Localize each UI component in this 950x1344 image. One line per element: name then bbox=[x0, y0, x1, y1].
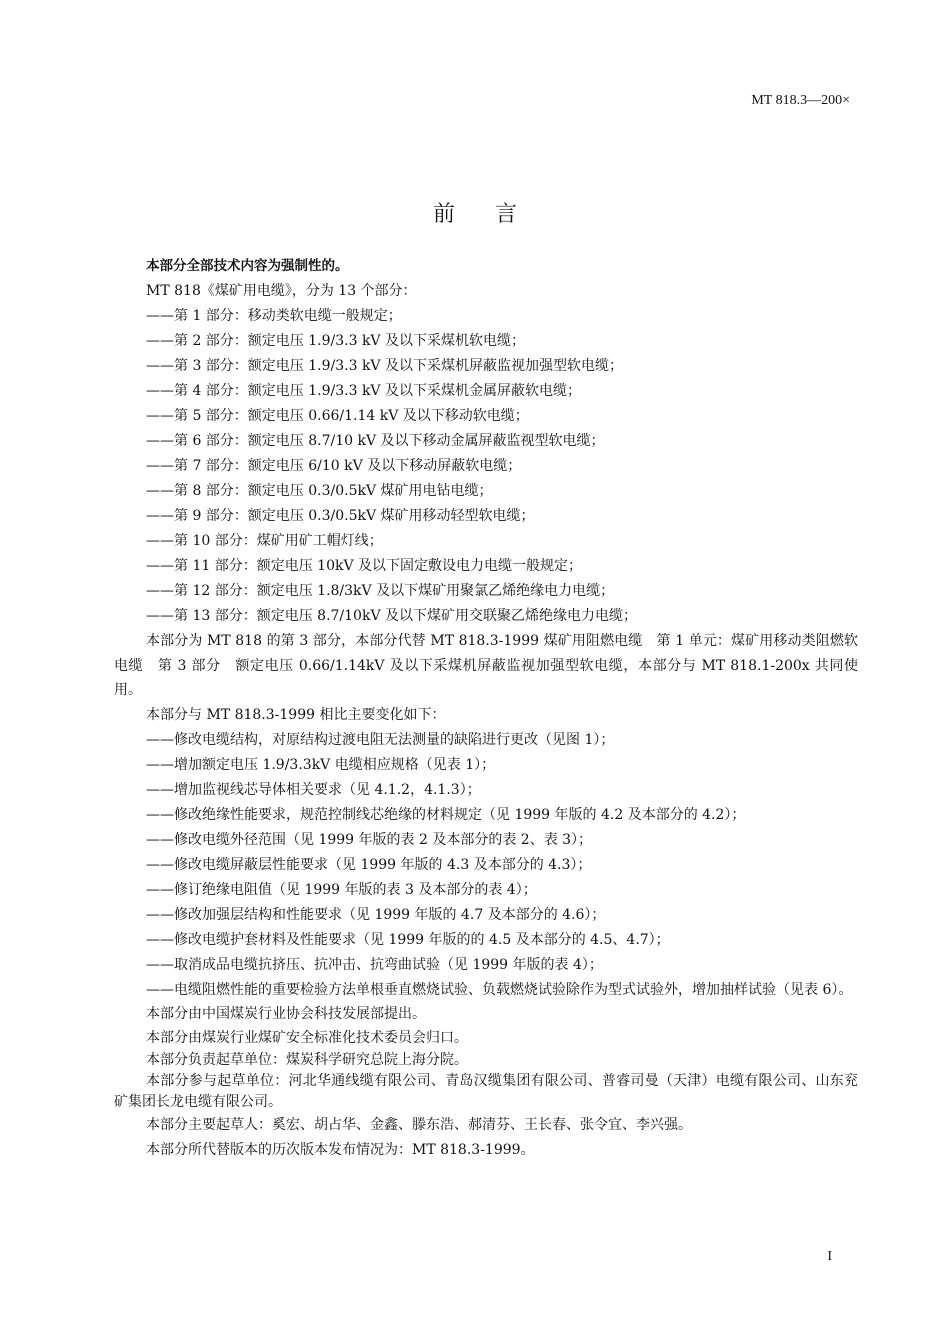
list-item: ——第 10 部分：煤矿用矿工帽灯线； bbox=[146, 533, 383, 549]
proposed-by: 本部分由中国煤炭行业协会科技发展部提出。 bbox=[146, 1006, 426, 1022]
list-item: ——第 9 部分：额定电压 0.3/0.5kV 煤矿用移动轻型软电缆； bbox=[146, 508, 535, 524]
list-item: ——修改电缆外径范围（见 1999 年版的表 2 及本部分的表 2、表 3）； bbox=[146, 831, 593, 848]
mandatory-statement: 本部分全部技术内容为强制性的。 bbox=[146, 258, 349, 274]
foreword-body bbox=[114, 254, 858, 1163]
changes-list bbox=[114, 728, 858, 1003]
series-intro: MT 818《煤矿用电缆》，分为 13 个部分： bbox=[146, 283, 417, 299]
list-item: ——第 3 部分：额定电压 1.9/3.3 kV 及以下采煤机屏蔽监视加强型软电缆； bbox=[146, 358, 623, 374]
parts-list bbox=[114, 304, 858, 629]
list-item: ——第 1 部分：移动类软电缆一般规定； bbox=[146, 308, 402, 324]
list-item: ——第 5 部分：额定电压 0.66/1.14 kV 及以下移动软电缆； bbox=[146, 408, 529, 424]
drafting-unit: 本部分负责起草单位：煤炭科学研究总院上海分院。 bbox=[146, 1052, 468, 1068]
version-history: 本部分所代替版本的历次版本发布情况为：MT 818.3-1999。 bbox=[146, 1142, 535, 1158]
list-item: ——修改绝缘性能要求，规范控制线芯绝缘的材料规定（见 1999 年版的 4.2 及本部分的 4.2）； bbox=[146, 806, 746, 823]
list-item: ——第 8 部分：额定电压 0.3/0.5kV 煤矿用电钻电缆； bbox=[146, 483, 493, 499]
list-item: ——取消成品电缆抗挤压、抗冲击、抗弯曲试验（见 1999 年版的表 4）； bbox=[146, 956, 603, 973]
list-item: ——修订绝缘电阻值（见 1999 年版的表 3 及本部分的表 4）； bbox=[146, 881, 537, 898]
list-item: ——第 7 部分：额定电压 6/10 kV 及以下移动屏蔽软电缆； bbox=[146, 458, 522, 474]
list-item: ——第 11 部分：额定电压 10kV 及以下固定敷设电力电缆一般规定； bbox=[146, 558, 583, 574]
replacement-paragraph: 本部分为 MT 818 的第 3 部分，本部分代替 MT 818.3-1999 煤矿用阻燃电缆 第 1 单元：煤矿用移动类阻燃软电缆 第 3 部分 额定电压 0.66/1.14kV 及以下采煤机屏蔽监视加强型软电缆，本部分与 MT 818.1-200x 共同使用。 bbox=[114, 633, 858, 698]
changes-intro: 本部分与 MT 818.3-1999 相比主要变化如下： bbox=[146, 706, 446, 723]
drafters: 本部分主要起草人：奚宏、胡占华、金鑫、滕东浩、郝清芬、王长春、张令宜、李兴强。 bbox=[146, 1117, 692, 1133]
list-item: ——增加监视线芯导体相关要求（见 4.1.2，4.1.3）； bbox=[146, 781, 481, 798]
list-item: ——第 6 部分：额定电压 8.7/10 kV 及以下移动金属屏蔽监视型软电缆； bbox=[146, 433, 605, 449]
list-item: ——第 4 部分：额定电压 1.9/3.3 kV 及以下采煤机金属屏蔽软电缆； bbox=[146, 383, 581, 399]
participating-units: 本部分参与起草单位：河北华通线缆有限公司、青岛汉缆集团有限公司、普睿司曼（天津）电缆有限公司、山东兖矿集团长龙电缆有限公司。 bbox=[114, 1073, 858, 1110]
list-item: ——修改电缆护套材料及性能要求（见 1999 年版的的 4.5 及本部分的 4.5、4.7）； bbox=[146, 931, 670, 948]
page-number: I bbox=[827, 1249, 832, 1264]
managed-by: 本部分由煤炭行业煤矿安全标准化技术委员会归口。 bbox=[146, 1030, 468, 1046]
document-code: MT 818.3—200× bbox=[751, 93, 850, 108]
list-item: ——第 2 部分：额定电压 1.9/3.3 kV 及以下采煤机软电缆； bbox=[146, 333, 525, 349]
list-item: ——增加额定电压 1.9/3.3kV 电缆相应规格（见表 1）； bbox=[146, 756, 496, 773]
list-item: ——电缆阻燃性能的重要检验方法单根垂直燃烧试验、负载燃烧试验除作为型式试验外，增加抽样试验（见表 6）。 bbox=[146, 981, 853, 998]
page-title: 前言 bbox=[432, 202, 557, 227]
list-item: ——第 13 部分：额定电压 8.7/10kV 及以下煤矿用交联聚乙烯绝缘电力电缆； bbox=[146, 608, 638, 624]
list-item: ——修改加强层结构和性能要求（见 1999 年版的 4.7 及本部分的 4.6）； bbox=[146, 906, 606, 923]
list-item: ——修改电缆结构，对原结构过渡电阻无法测量的缺陷进行更改（见图 1）； bbox=[146, 731, 615, 748]
list-item: ——修改电缆屏蔽层性能要求（见 1999 年版的 4.3 及本部分的 4.3）； bbox=[146, 856, 592, 873]
list-item: ——第 12 部分：额定电压 1.8/3kV 及以下煤矿用聚氯乙烯绝缘电力电缆； bbox=[146, 583, 615, 599]
